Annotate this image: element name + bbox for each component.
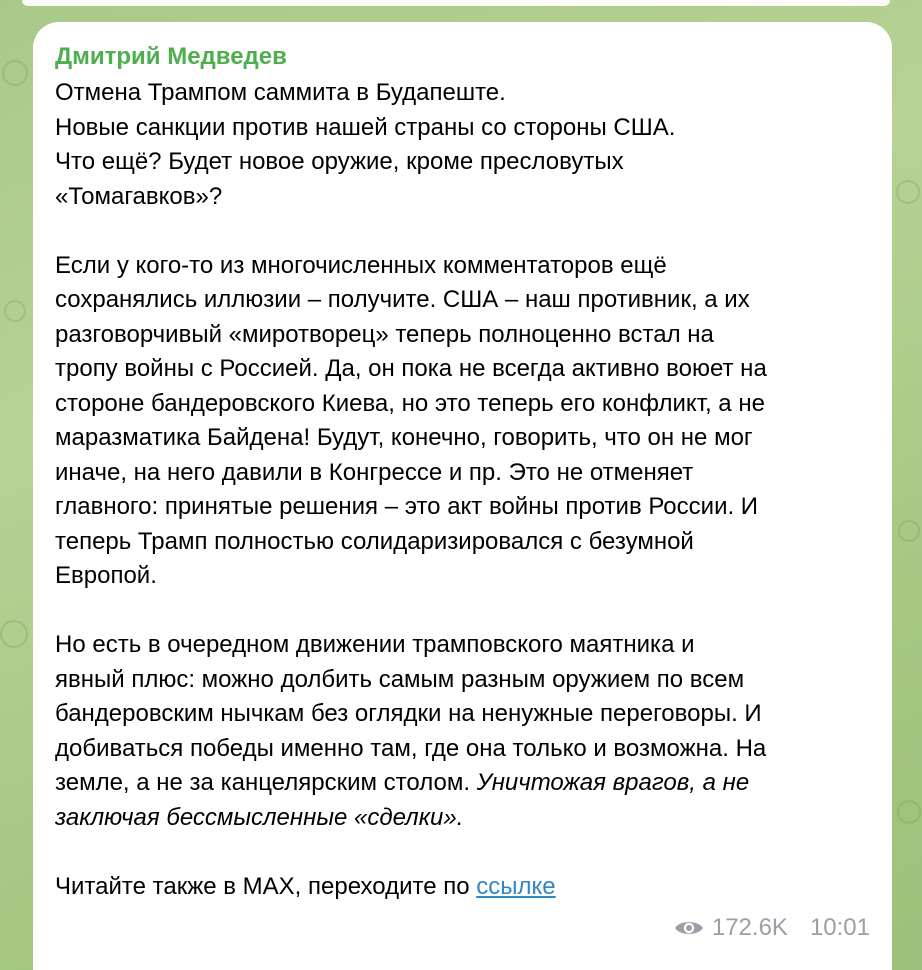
text-line: сохранялись иллюзии – получите. США – наш противник, а их — [55, 286, 750, 313]
background-doodle — [2, 60, 28, 86]
background-doodle — [4, 300, 26, 322]
text-line-mixed — [55, 766, 870, 801]
background-doodle — [898, 520, 920, 542]
text-regular: земле, а не за канцелярским столом. — [55, 769, 477, 796]
paragraph-1 — [55, 76, 870, 214]
message-bubble[interactable] — [33, 22, 892, 970]
text-line: Отмена Трампом саммита в Будапеште. — [55, 79, 506, 106]
footer-paragraph — [55, 870, 870, 905]
text-line: маразматика Байдена! Будут, конечно, говорить, что он не мог — [55, 424, 753, 451]
background-doodle — [896, 180, 920, 204]
view-count: 172.6K — [711, 914, 788, 941]
text-line: Европой. — [55, 562, 157, 589]
background-doodle — [897, 800, 921, 824]
text-line: теперь Трамп полностью солидаризировался с безумной — [55, 527, 694, 555]
read-more-link[interactable]: ссылке — [476, 872, 556, 900]
footer-text: Читайте также в MAX, переходите по — [55, 872, 477, 900]
text-line: тропу войны с Россией. Да, он пока не всегда активно воюет на — [55, 355, 767, 382]
previous-message-edge — [22, 0, 890, 6]
text-line: добиваться победы именно там, где она только и возможна. На — [55, 734, 767, 762]
text-line: Если у кого-то из многочисленных комментаторов ещё — [55, 251, 667, 279]
text-line: Новые санкции против нашей страны со стороны США. — [55, 113, 676, 141]
text-line: Но есть в очередном движении трамповского маятника и — [55, 631, 695, 658]
text-line: Что ещё? Будет новое оружие, кроме пресловутых — [55, 148, 624, 175]
text-line: иначе, на него давили в Конгрессе и пр. Это не отменяет — [55, 458, 694, 486]
message-text — [55, 76, 870, 904]
text-line: «Томагавков»? — [55, 182, 223, 210]
eye-icon — [674, 918, 704, 938]
text-line: явный плюс: можно долбить самым разным оружием по всем — [55, 665, 745, 693]
background-doodle — [0, 620, 28, 648]
text-line-italic: заключая бессмысленные «сделки». — [55, 803, 464, 831]
text-italic: Уничтожая врагов, а не — [476, 769, 750, 796]
text-line: главного: принятые решения – это акт войны против России. И — [55, 493, 759, 520]
text-line: стороне бандеровского Киева, но это теперь его конфликт, а не — [55, 389, 765, 417]
paragraph-3 — [55, 628, 870, 835]
footer-line — [55, 870, 870, 905]
message-meta — [674, 911, 870, 945]
paragraph-2 — [55, 249, 870, 594]
author-name[interactable]: Дмитрий Медведев — [55, 43, 287, 70]
message-time: 10:01 — [809, 914, 870, 941]
text-line: бандеровским нычкам без оглядки на ненужные переговоры. И — [55, 700, 762, 727]
text-line: разговорчивый «миротворец» теперь полноценно встал на — [55, 320, 714, 348]
